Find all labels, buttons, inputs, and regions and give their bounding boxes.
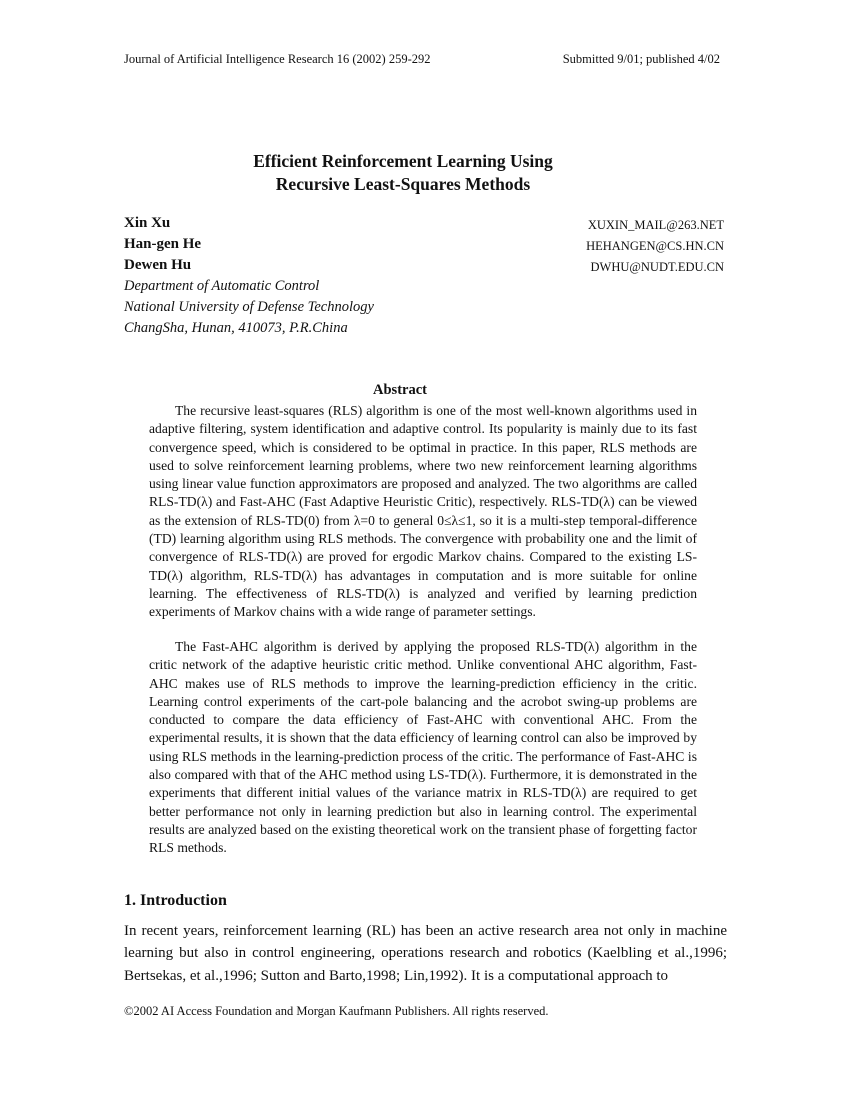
abstract-paragraph: The Fast-AHC algorithm is derived by applying the proposed RLS-TD(λ) algorithm in the critic network of the adaptive heuristic critic method. Unlike conventional AHC algorithm, Fast-AHC makes use of RLS methods to improve the learning-prediction efficiency in the critic. Learning control experiments of the cart-pole balancing and the acrobot swing-up problems are conducted to compare the data efficiency of Fast-AHC with conventional AHC. From the experimental results, it is shown that the data efficiency of learning control can also be improved by using RLS methods in the learning-prediction process of the critic. The performance of Fast-AHC is also compared with that of the AHC method using LS-TD(λ). Furthermore, it is demonstrated in the experiments that different initial values of the variance matrix in RLS-TD(λ) are required to get better performance not only in learning prediction but also in learning control. The experimental results are analyzed based on the existing theoretical work on the transient phase of forgetting factor RLS methods. (149, 639, 697, 856)
paper-title-line-1: Efficient Reinforcement Learning Using (253, 151, 553, 171)
copyright-notice: ©2002 AI Access Foundation and Morgan Kaufmann Publishers. All rights reserved. (124, 1004, 549, 1018)
author-name: Han-gen He (124, 236, 202, 252)
paper-title-line-2: Recursive Least-Squares Methods (275, 174, 531, 194)
introduction-paragraph: In recent years, reinforcement learning (RL) has been an active research area not only in machine learning but also in control engineering, operations research and robotics (Kaelbling et al.,1996; Bertsekas, et al.,1996; Sutton and Barto,1998; Lin,1992). It is a computational approach to (124, 923, 727, 984)
author-name: Dewen Hu (124, 257, 192, 273)
author-email: XUXIN_MAIL@263.NET (587, 218, 724, 232)
affiliation-department: Department of Automatic Control (124, 278, 320, 294)
section-heading: 1. Introduction (124, 892, 227, 909)
submission-date: Submitted 9/01; published 4/02 (562, 52, 720, 66)
abstract-heading: Abstract (373, 382, 427, 398)
author-email: DWHU@NUDT.EDU.CN (590, 260, 724, 274)
author-email: HEHANGEN@CS.HN.CN (586, 239, 724, 253)
affiliation-address: ChangSha, Hunan, 410073, P.R.China (124, 320, 348, 336)
author-name: Xin Xu (124, 215, 171, 231)
abstract-paragraph: The recursive least-squares (RLS) algorithm is one of the most well-known algorithms used in adaptive filtering, system identification and adaptive control. Its popularity is mainly due to its fast convergence speed, which is considered to be optimal in practice. In this paper, RLS methods are used to solve reinforcement learning problems, where two new reinforcement learning algorithms using linear value function approximators are proposed and analyzed. The two algorithms are called RLS-TD(λ) and Fast-AHC (Fast Adaptive Heuristic Critic), respectively. RLS-TD(λ) can be viewed as the extension of RLS-TD(0) from λ=0 to general 0≤λ≤1, so it is a multi-step temporal-difference (TD) learning algorithm using RLS methods. The convergence with probability one and the limit of convergence of RLS-TD(λ) are proved for ergodic Markov chains. Compared to the existing LS-TD(λ) algorithm, RLS-TD(λ) has advantages in computation and is more suitable for online learning. The effectiveness of RLS-TD(λ) is analyzed and verified by learning prediction experiments of Markov chains with a wide range of parameter settings. (149, 403, 697, 620)
journal-header: Journal of Artificial Intelligence Research 16 (2002) 259-292 (124, 52, 431, 66)
affiliation-university: National University of Defense Technology (124, 299, 374, 315)
